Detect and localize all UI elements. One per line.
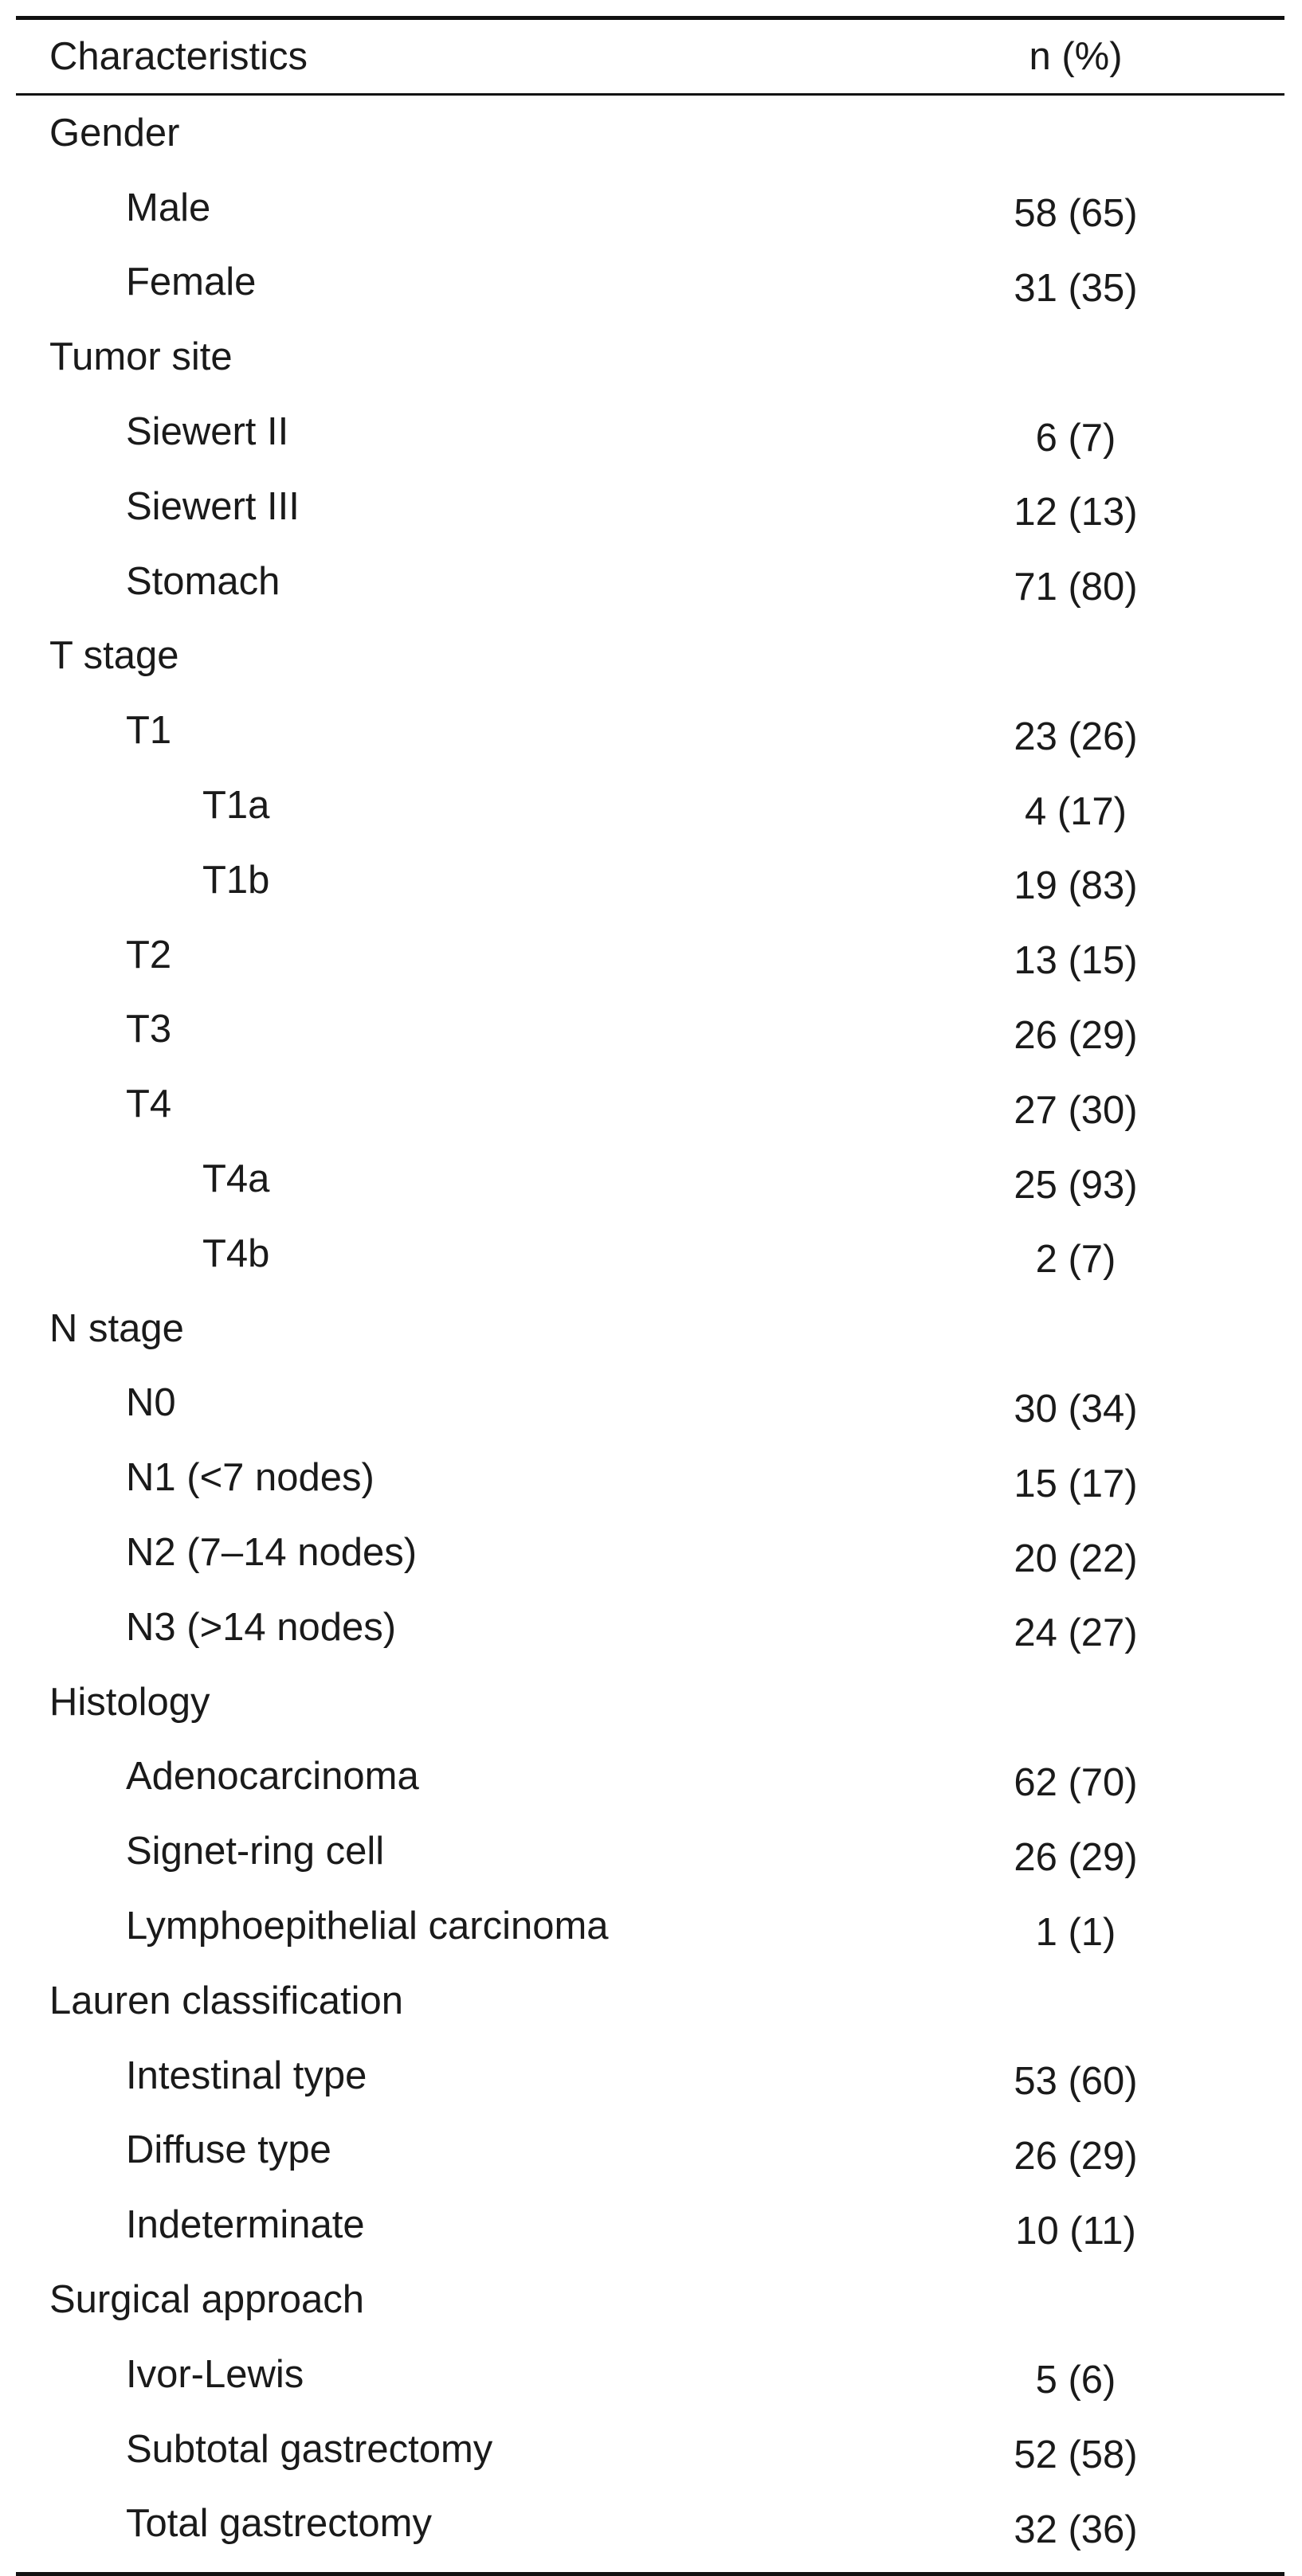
table-row-category bbox=[16, 1963, 1284, 2038]
row-label: N stage bbox=[49, 1306, 184, 1350]
table-row-category bbox=[16, 619, 1284, 694]
table-header bbox=[16, 20, 1284, 93]
row-value: 10 (11) bbox=[1015, 2209, 1136, 2253]
table-row bbox=[16, 1440, 1284, 1515]
table-row bbox=[16, 1889, 1284, 1963]
row-label: Histology bbox=[49, 1680, 210, 1724]
row-label: Lymphoepithelial carcinoma bbox=[126, 1905, 609, 1948]
table-row bbox=[16, 1814, 1284, 1889]
row-label: T4a bbox=[202, 1157, 270, 1201]
row-value: 2 (7) bbox=[1035, 1238, 1116, 1282]
row-label: Stomach bbox=[126, 559, 280, 603]
row-label: Adenocarcinoma bbox=[126, 1755, 419, 1799]
row-label: Tumor site bbox=[49, 335, 233, 379]
row-value: 1 (1) bbox=[1035, 1910, 1116, 1954]
row-value: 20 (22) bbox=[1014, 1537, 1138, 1580]
table-row bbox=[16, 1740, 1284, 1815]
row-label: Lauren classification bbox=[49, 1979, 403, 2022]
row-value: 27 (30) bbox=[1014, 1088, 1138, 1132]
row-label: Indeterminate bbox=[126, 2203, 365, 2247]
row-label: Total gastrectomy bbox=[126, 2502, 432, 2546]
row-label: T4 bbox=[126, 1082, 172, 1126]
characteristics-table bbox=[16, 16, 1284, 2576]
table-row bbox=[16, 918, 1284, 992]
table-row bbox=[16, 1067, 1284, 1141]
row-label: Siewert III bbox=[126, 484, 300, 528]
row-value: 25 (93) bbox=[1014, 1163, 1138, 1207]
table-row-category bbox=[16, 2262, 1284, 2337]
row-label: T1b bbox=[202, 858, 270, 902]
row-label: T1a bbox=[202, 784, 270, 828]
row-label: T1 bbox=[126, 709, 172, 753]
table-row bbox=[16, 2487, 1284, 2562]
table-row-category bbox=[16, 1291, 1284, 1366]
table-row bbox=[16, 2412, 1284, 2487]
row-label: N1 (<7 nodes) bbox=[126, 1456, 375, 1500]
table-row-category bbox=[16, 319, 1284, 394]
row-label: N3 (>14 nodes) bbox=[126, 1605, 397, 1649]
row-value: 12 (13) bbox=[1014, 491, 1138, 534]
table-row bbox=[16, 469, 1284, 544]
table-row bbox=[16, 245, 1284, 320]
table-row bbox=[16, 1216, 1284, 1291]
row-label: Diffuse type bbox=[126, 2128, 331, 2172]
table-row-category bbox=[16, 1665, 1284, 1740]
table-row bbox=[16, 394, 1284, 469]
row-value: 19 (83) bbox=[1014, 864, 1138, 908]
table-row bbox=[16, 2113, 1284, 2188]
row-label: T3 bbox=[126, 1008, 172, 1051]
header-characteristics: Characteristics bbox=[49, 35, 308, 78]
row-label: Ivor-Lewis bbox=[126, 2352, 304, 2396]
table-row bbox=[16, 1590, 1284, 1665]
row-label: Female bbox=[126, 260, 257, 304]
row-label: Surgical approach bbox=[49, 2278, 364, 2321]
row-label: N2 (7–14 nodes) bbox=[126, 1531, 418, 1575]
row-value: 24 (27) bbox=[1014, 1611, 1138, 1655]
row-label: Intestinal type bbox=[126, 2053, 367, 2097]
table-bottom-rule bbox=[16, 2572, 1284, 2576]
row-value: 13 (15) bbox=[1014, 939, 1138, 983]
table-row bbox=[16, 544, 1284, 619]
row-value: 32 (36) bbox=[1014, 2507, 1138, 2551]
table-row bbox=[16, 1141, 1284, 1216]
row-value: 6 (7) bbox=[1035, 416, 1116, 460]
table-row bbox=[16, 2187, 1284, 2262]
row-value: 5 (6) bbox=[1035, 2359, 1116, 2402]
row-value: 58 (65) bbox=[1014, 192, 1138, 236]
row-value: 31 (35) bbox=[1014, 266, 1138, 310]
row-label: Siewert II bbox=[126, 410, 289, 454]
table-row bbox=[16, 1366, 1284, 1441]
table-row bbox=[16, 768, 1284, 843]
table-row bbox=[16, 1515, 1284, 1590]
row-label: Male bbox=[126, 186, 211, 229]
row-value: 53 (60) bbox=[1014, 2060, 1138, 2104]
row-label: Subtotal gastrectomy bbox=[126, 2427, 493, 2471]
table-row bbox=[16, 170, 1284, 245]
table-row bbox=[16, 992, 1284, 1067]
table-row-category bbox=[16, 96, 1284, 170]
row-label: T2 bbox=[126, 933, 172, 977]
row-value: 30 (34) bbox=[1014, 1387, 1138, 1431]
row-value: 26 (29) bbox=[1014, 1013, 1138, 1057]
row-label: T stage bbox=[49, 634, 179, 678]
table-row bbox=[16, 2038, 1284, 2113]
row-label: N0 bbox=[126, 1381, 176, 1425]
row-value: 62 (70) bbox=[1014, 1760, 1138, 1804]
table-row bbox=[16, 693, 1284, 768]
header-n-percent: n (%) bbox=[1029, 35, 1123, 78]
row-label: Gender bbox=[49, 111, 180, 155]
row-label: Signet-ring cell bbox=[126, 1830, 385, 1873]
row-value: 23 (26) bbox=[1014, 714, 1138, 758]
row-value: 4 (17) bbox=[1024, 789, 1127, 833]
row-value: 26 (29) bbox=[1014, 2134, 1138, 2178]
row-label: T4b bbox=[202, 1231, 270, 1275]
table-row bbox=[16, 843, 1284, 918]
row-value: 15 (17) bbox=[1014, 1462, 1138, 1505]
row-value: 26 (29) bbox=[1014, 1835, 1138, 1879]
row-value: 52 (58) bbox=[1014, 2433, 1138, 2477]
row-value: 71 (80) bbox=[1014, 566, 1138, 609]
table-row bbox=[16, 2337, 1284, 2412]
